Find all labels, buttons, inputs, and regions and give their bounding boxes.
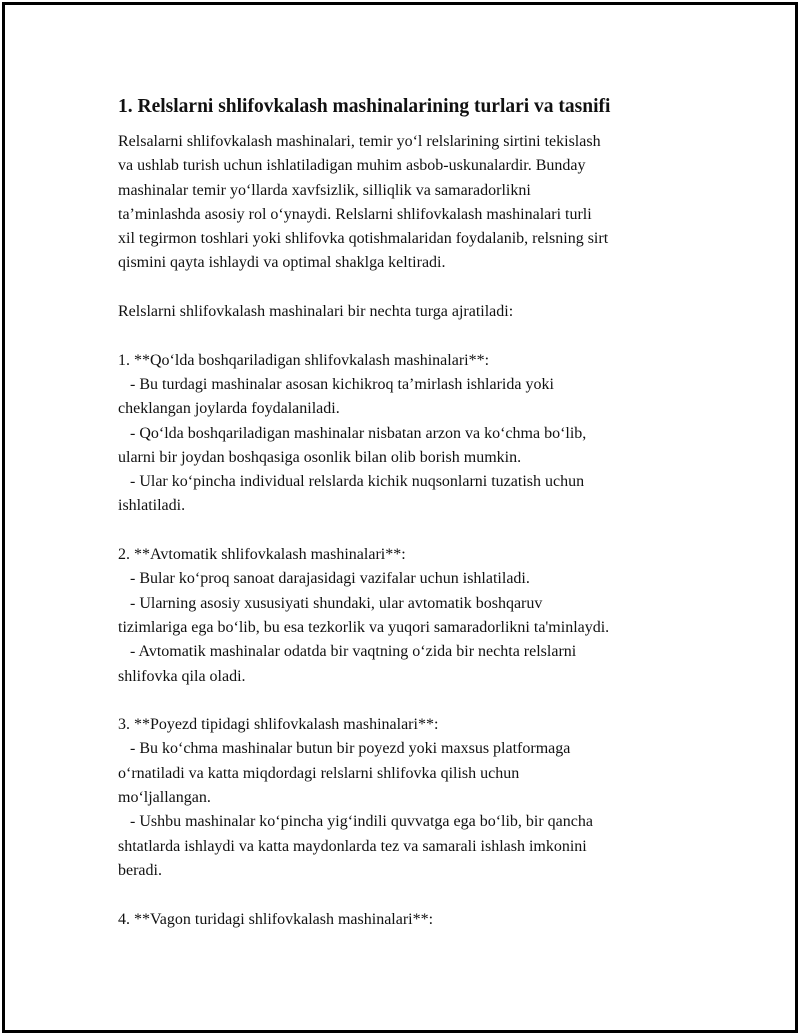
- list-item-title: 2. **Avtomatik shlifovkalash mashinalari**:: [118, 546, 406, 564]
- text-line: xil tegirmon toshlari yoki shlifovka qotishmalaridan foydalanib, relsning sirt: [118, 230, 609, 248]
- text-line: beradi.: [118, 861, 162, 879]
- text-line: shtatlarda ishlaydi va katta maydonlarda tez va samarali ishlash imkonini: [118, 837, 587, 855]
- text-line: - Ularning asosiy xususiyati shundaki, ular avtomatik boshqaruv: [118, 594, 543, 612]
- list-section-4: [118, 908, 690, 932]
- text-line: qismini qayta ishlaydi va optimal shaklga keltiradi.: [118, 254, 446, 272]
- text-line: - Ular ko‘pincha individual relslarda kichik nuqsonlarni tuzatish uchun: [118, 473, 585, 491]
- text-line: Relsalarni shlifovkalash mashinalari, temir yo‘l relslarining sirtini tekislash: [118, 133, 601, 150]
- text-line: - Bular ko‘proq sanoat darajasidagi vazifalar uchun ishlatiladi.: [118, 570, 530, 588]
- text-line: o‘rnatiladi va katta miqdordagi relslarni shlifovka qilish uchun: [118, 764, 520, 782]
- section-heading: 1. Relslarni shlifovkalash mashinalarining turlari va tasnifi: [118, 96, 611, 117]
- text-line: - Ushbu mashinalar ko‘pincha yig‘indili quvvatga ega bo‘lib, bir qancha: [118, 813, 593, 831]
- text-line: va ushlab turish uchun ishlatiladigan muhim asbob-uskunalardir. Bunday: [118, 157, 586, 175]
- document-body: [118, 94, 690, 956]
- text-line: ta’minlashda asosiy rol o‘ynaydi. Relslarni shlifovkalash mashinalari turli: [118, 205, 592, 223]
- list-section-3: [118, 713, 690, 883]
- list-section-2: [118, 543, 690, 689]
- list-item-title: 4. **Vagon turidagi shlifovkalash mashinalari**:: [118, 910, 434, 928]
- list-section-1: [118, 349, 690, 519]
- text-line: - Avtomatik mashinalar odatda bir vaqtning o‘zida bir nechta relslarni: [118, 643, 577, 661]
- text-line: - Bu turdagi mashinalar asosan kichikroq ta’mirlash ishlarida yoki: [118, 375, 554, 393]
- text-line: ularni bir joydan boshqasiga osonlik bilan olib borish mumkin.: [118, 448, 522, 466]
- text-line: tizimlariga ega bo‘lib, bu esa tezkorlik va yuqori samaradorlikni ta'minlaydi.: [118, 618, 610, 636]
- text-line: mo‘ljallangan.: [118, 789, 211, 807]
- text-line: - Qo‘lda boshqariladigan mashinalar nisbatan arzon va ko‘chma bo‘lib,: [118, 424, 587, 442]
- text-line: shlifovka qila oladi.: [118, 667, 246, 685]
- text-line: ishlatiladi.: [118, 497, 186, 515]
- text-line: Relslarni shlifovkalash mashinalari bir nechta turga ajratiladi:: [118, 303, 514, 321]
- text-line: cheklangan joylarda foydalaniladi.: [118, 400, 340, 418]
- types-intro-paragraph: [118, 300, 690, 324]
- list-item-title: 1. **Qo‘lda boshqariladigan shlifovkalash mashinalari**:: [118, 351, 490, 369]
- intro-paragraph: [118, 130, 690, 276]
- text-line: mashinalar temir yo‘llarda xavfsizlik, silliqlik va samaradorlikni: [118, 181, 531, 199]
- text-line: - Bu ko‘chma mashinalar butun bir poyezd yoki maxsus platformaga: [118, 740, 571, 758]
- list-item-title: 3. **Poyezd tipidagi shlifovkalash mashinalari**:: [118, 716, 439, 734]
